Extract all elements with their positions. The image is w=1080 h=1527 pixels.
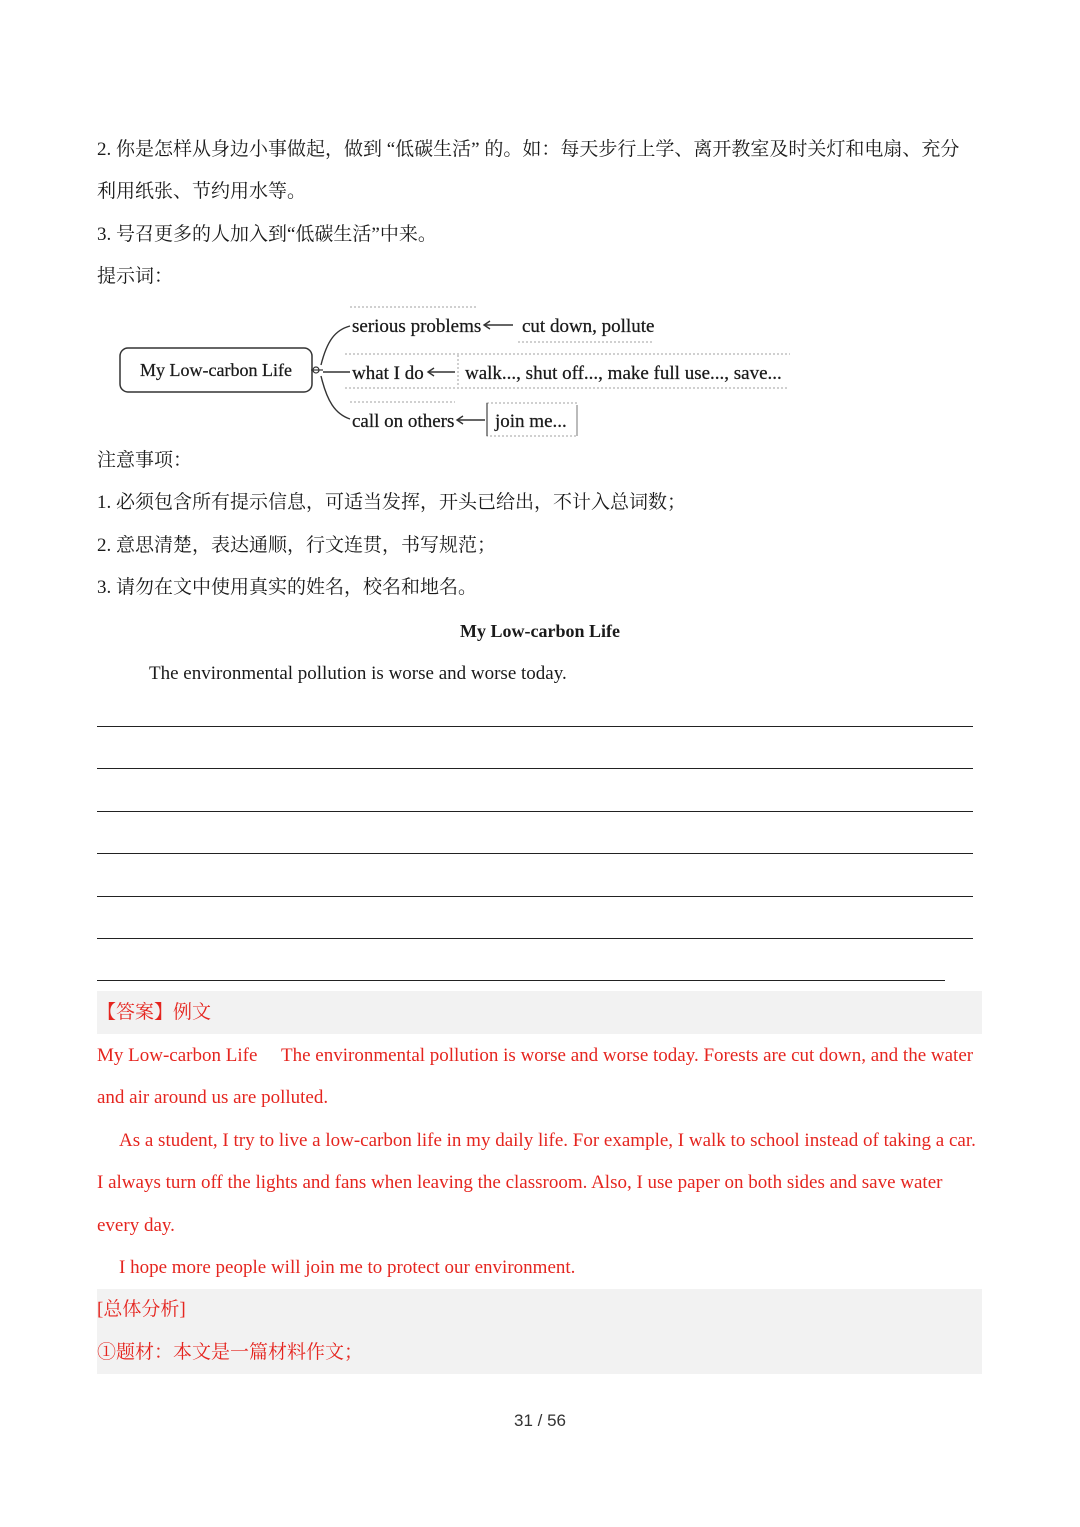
notes-item: 1. 必须包含所有提示信息，可适当发挥，开头已给出，不计入总词数；: [97, 492, 687, 513]
answer-line: The environmental pollution is worse and worse today. Forests are cut down, and the water: [281, 1045, 974, 1066]
mind-map-arrow: [428, 368, 455, 376]
analysis-band: [97, 1289, 982, 1374]
hint-words-label: 提示词：: [97, 266, 174, 287]
mind-map-detail-label: walk..., shut off..., make full use..., save...: [465, 363, 782, 384]
mind-map-branch-line: [321, 326, 350, 365]
notes-heading: 注意事项：: [97, 450, 193, 471]
writing-line: [97, 726, 973, 727]
mind-map-arrow: [457, 416, 485, 424]
writing-line: [97, 853, 973, 854]
writing-line: [97, 768, 973, 769]
mind-map-branch-label: what I do: [352, 363, 424, 384]
answer-essay-title: My Low-carbon Life: [97, 1045, 258, 1066]
notes-item: 2. 意思清楚，表达通顺，行文连贯，书写规范；: [97, 535, 497, 556]
mind-map-branch-label: serious problems: [352, 316, 482, 337]
answer-line: As a student, I try to live a low-carbon life in my daily life. For example, I walk to school instead of taking a car.: [119, 1130, 976, 1151]
prompt-line: 利用纸张、节约用水等。: [97, 181, 307, 202]
page-number: 31 / 56: [514, 1411, 566, 1430]
mind-map-branch-line: [321, 376, 350, 419]
writing-line: [97, 938, 973, 939]
answer-heading-band: [97, 991, 982, 1034]
mind-map-connector-icon: [311, 367, 323, 373]
mind-map-detail-label: join me...: [495, 411, 567, 432]
answer-line: every day.: [97, 1215, 175, 1236]
writing-line: [97, 980, 945, 981]
essay-opening-sentence: The environmental pollution is worse and worse today.: [149, 663, 567, 684]
prompt-line: 2. 你是怎样从身边小事做起，做到 “低碳生活” 的。如：每天步行上学、离开教室及时关灯和电扇、充分: [97, 139, 960, 160]
mind-map-branch-label: call on others: [352, 411, 455, 432]
writing-line: [97, 896, 973, 897]
writing-line: [97, 811, 973, 812]
answer-heading: 【答案】例文: [97, 1002, 212, 1023]
mind-map-detail-label: cut down, pollute: [522, 316, 655, 337]
notes-item: 3. 请勿在文中使用真实的姓名，校名和地名。: [97, 577, 478, 598]
essay-title: My Low-carbon Life: [460, 621, 620, 641]
prompt-line: 3. 号召更多的人加入到“低碳生活”中来。: [97, 224, 437, 245]
answer-line: and air around us are polluted.: [97, 1087, 329, 1108]
answer-line: I always turn off the lights and fans when leaving the classroom. Also, I use paper on both sides and save water: [97, 1172, 943, 1193]
analysis-item: ①题材：本文是一篇材料作文；: [97, 1341, 364, 1363]
mind-map-diagram: [100, 295, 800, 445]
mind-map-center-label: My Low-carbon Life: [140, 360, 292, 380]
mind-map-arrow: [484, 321, 513, 329]
analysis-heading: [总体分析]: [97, 1299, 186, 1320]
answer-line: I hope more people will join me to protect our environment.: [119, 1257, 576, 1278]
